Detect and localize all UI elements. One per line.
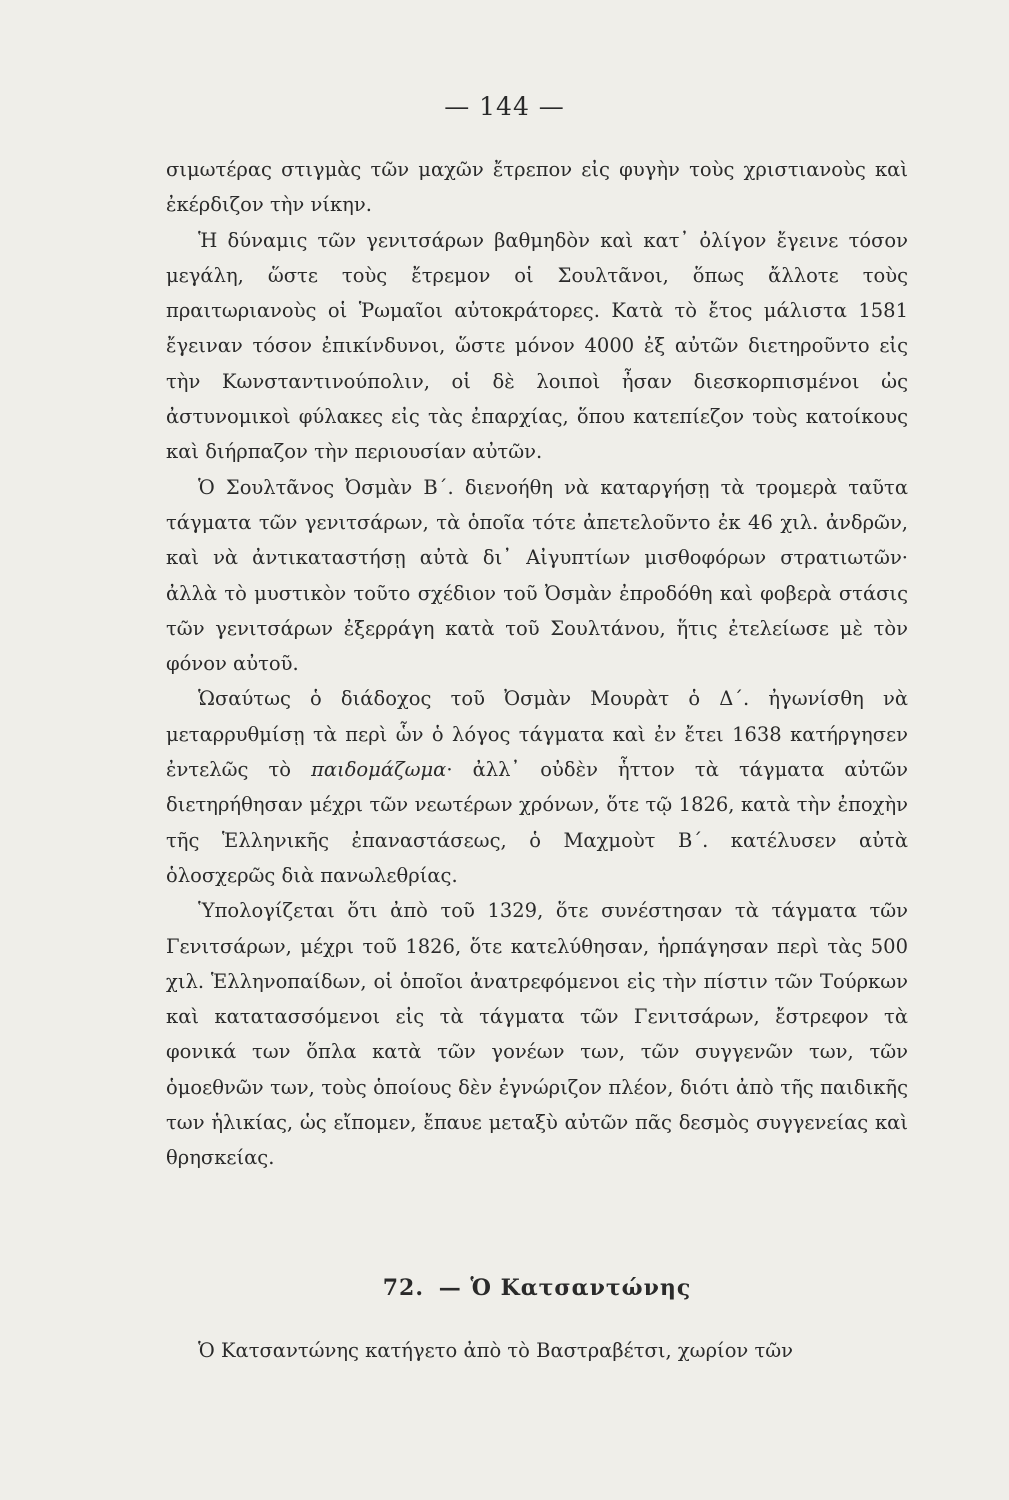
section-heading — [166, 1275, 908, 1301]
page-number: — 144 — — [444, 92, 565, 121]
paragraph-murad-iv — [166, 681, 908, 893]
body-text — [166, 152, 908, 1176]
section-dash: — — [438, 1275, 462, 1301]
paragraph-katsantonis: Ὁ Κατσαντώνης κατήγετο ἀπὸ τὸ Βαστραβέτσι, χωρίον τῶν — [198, 1339, 794, 1362]
paragraph-janissary-power: Ἡ δύναμις τῶν γενιτσάρων βαθμηδὸν καὶ κατ᾽ ὀλίγον ἔγεινε τόσον μεγάλη, ὥστε τοὺς ἔτρεμον οἱ Σουλτᾶνοι, ὅπως ἄλλοτε τοὺς πραιτωριανοὺς οἱ Ῥωμαῖοι αὐτοκράτορες. Κατὰ τὸ ἔτος μάλιστα 1581 ἔγειναν τόσον ἐπικίνδυνοι, ὥστε μόνον 4000 ἐξ αὐτῶν διετηροῦντο εἰς τὴν Κωνσταντινούπολιν, οἱ δὲ λοιποὶ ἦσαν διεσκορπισμένοι ὡς ἀστυνομικοὶ φύλακες εἰς τὰς ἐπαρχίας, ὅπου κατεπίεζον τοὺς κατοίκους καὶ διήρπαζον τὴν περιουσίαν αὐτῶν. — [166, 228, 908, 464]
section-body — [166, 1333, 908, 1368]
paragraph-continuation: σιμωτέρας στιγμὰς τῶν μαχῶν ἔτρεπον εἰς φυγὴν τοὺς χριστιανοὺς καὶ ἐκέρδιζον τὴν νίκην. — [166, 158, 908, 217]
paragraph-estimate: Ὑπολογίζεται ὅτι ἀπὸ τοῦ 1329, ὅτε συνέστησαν τὰ τάγματα τῶν Γενιτσάρων, μέχρι τοῦ 1826, ὅτε κατελύθησαν, ἡρπάγησαν περὶ τὰς 500 χιλ. Ἑλληνοπαίδων, οἱ ὁποῖοι ἀνατρεφόμενοι εἰς τὴν πίστιν τῶν Τούρκων καὶ κατατασσόμενοι εἰς τὰ τάγματα τῶν Γενιτσάρων, ἔστρεφον τὰ φονικά των ὅπλα κατὰ τῶν γονέων των, τῶν συγγενῶν των, τῶν ὁμοεθνῶν των, τοὺς ὁποίους δὲν ἐγνώριζον πλέον, διότι ἀπὸ τῆς παιδικῆς των ἡλικίας, ὡς εἴπομεν, ἔπαυε μεταξὺ αὐτῶν πᾶς δεσμὸς συγγενείας καὶ θρησκείας. — [166, 899, 908, 1170]
emphasized-term: παιδομάζωμα — [311, 758, 447, 782]
section-title: Ὁ Κατσαντώνης — [470, 1275, 692, 1301]
paragraph-osman-ii: Ὁ Σουλτᾶνος Ὀσμὰν Β΄. διενοήθη νὰ καταργήσῃ τὰ τρομερὰ ταῦτα τάγματα τῶν γενιτσάρων, τὰ ὁποῖα τότε ἀπετελοῦντο ἐκ 46 χιλ. ἀνδρῶν, καὶ νὰ ἀντικαταστήσῃ αὐτὰ δι᾽ Αἰγυπτίων μισθοφόρων στρατιωτῶν· ἀλλὰ τὸ μυστικὸν τοῦτο σχέδιον τοῦ Ὀσμὰν ἐπροδόθη καὶ φοβερὰ στάσις τῶν γενιτσάρων ἐξερράγη κατὰ τοῦ Σουλτάνου, ἥτις ἐτελείωσε μὲ τὸν φόνον αὐτοῦ. — [166, 475, 908, 676]
section-number: 72. — [382, 1275, 425, 1301]
paragraph-text: · ἀλλ᾽ οὐδὲν ἧττον τὰ τάγματα αὐτῶν διετηρήθησαν μέχρι τῶν νεωτέρων χρόνων, ὅτε τῷ 1826, κατὰ τὴν ἐποχὴν τῆς Ἑλληνικῆς ἐπαναστάσεως, ὁ Μαχμοὺτ Β΄. κατέλυσεν αὐτὰ ὁλοσχερῶς διὰ πανωλεθρίας. — [166, 758, 908, 887]
paragraph-text: Ὡσαύτως ὁ διάδοχος τοῦ Ὀσμὰν Μουρὰτ ὁ Δ΄. ἠγωνίσθη νὰ μεταρρυθμίσῃ τὰ περὶ ὧν ὁ λόγος τάγματα καὶ ἐν ἔτει 1638 κατήργησεν ἐντελῶς τὸ — [166, 687, 908, 782]
